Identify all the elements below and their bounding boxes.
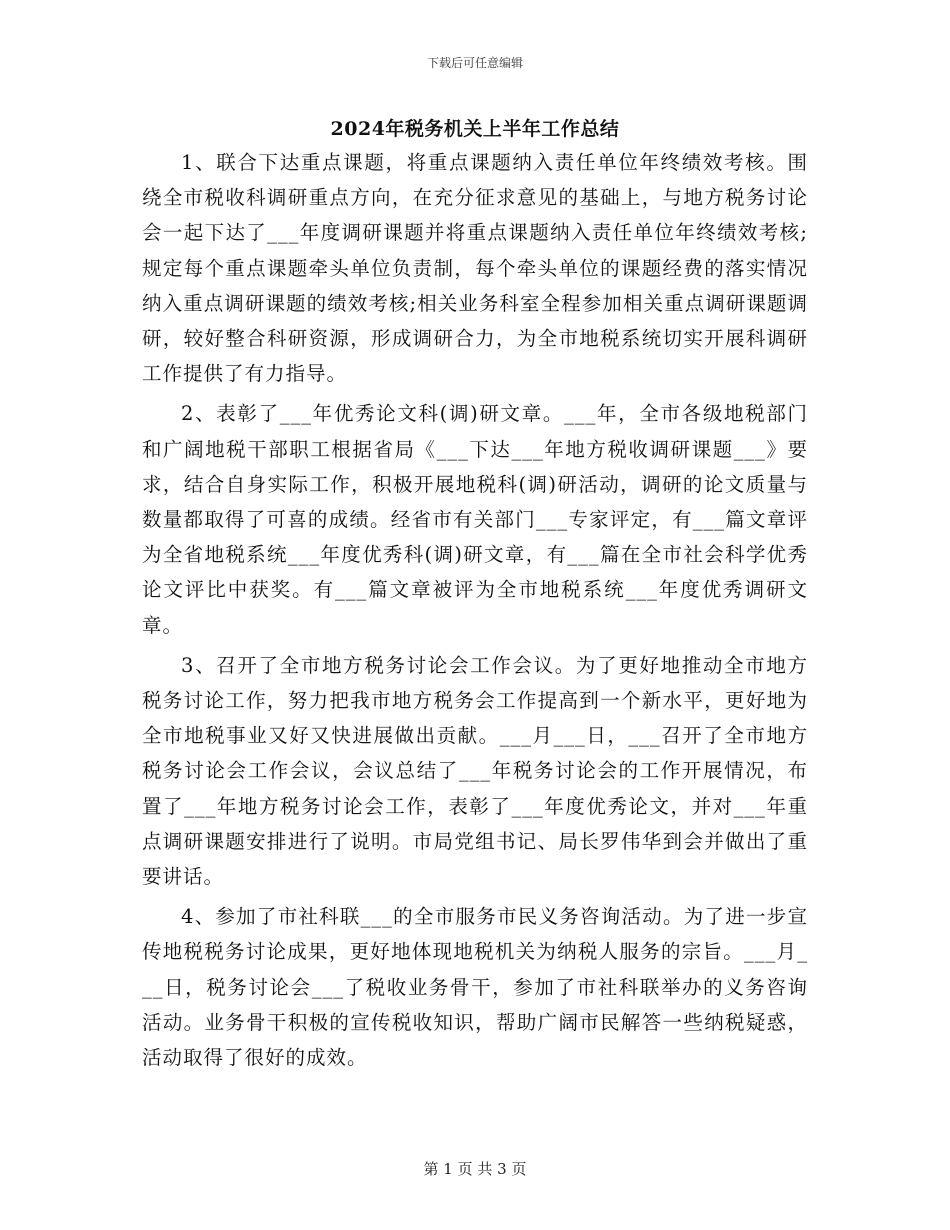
page-number: 第 1 页 共 3 页 — [423, 1160, 527, 1178]
paragraph-4: 4、参加了市社科联___的全市服务市民义务咨询活动。为了进一步宣传地税税务讨论成果，更好地体现地税机关为纳税人服务的宗旨。___月___日，税务讨论会___了税收业务骨干，参加了市社科联举办的义务咨询活动。业务骨干积极的宣传税收知识，帮助广阔市民解答一些纳税疑惑，活动取得了很好的成效。 — [142, 905, 808, 1070]
paragraph-2: 2、表彰了___年优秀论文科(调)研文章。___年，全市各级地税部门和广阔地税干部职工根据省局《___下达___年地方税收调研课题___》要求，结合自身实际工作，积极开展地税科(调)研活动，调研的论文质量与数量都取得了可喜的成绩。经省市有关部门___专家评定，有___篇文章评为全省地税系统___年度优秀科(调)研文章，有___篇在全市社会科学优秀论文评比中获奖。有___篇文章被评为全市地税系统___年度优秀调研文章。 — [142, 402, 808, 637]
document-body — [142, 145, 808, 1080]
header-note: 下载后可任意编辑 — [426, 56, 523, 70]
paragraph-3: 3、召开了全市地方税务讨论会工作会议。为了更好地推动全市地方税务讨论工作，努力把我市地方税务会工作提高到一个新水平，更好地为全市地税事业又好又快进展做出贡献。___月___日，___召开了全市地方税务讨论会工作会议，会议总结了___年税务讨论会的工作开展情况，布置了___年地方税务讨论会工作，表彰了___年度优秀论文，并对___年重点调研课题安排进行了说明。市局党组书记、局长罗伟华到会并做出了重要讲话。 — [142, 653, 808, 889]
document-title: 2024年税务机关上半年工作总结 — [330, 118, 620, 140]
paragraph-1: 1、联合下达重点课题，将重点课题纳入责任单位年终绩效考核。围绕全市税收科调研重点方向，在充分征求意见的基础上，与地方税务讨论会一起下达了___年度调研课题并将重点课题纳入责任单位年终绩效考核;规定每个重点课题牵头单位负责制，每个牵头单位的课题经费的落实情况纳入重点调研课题的绩效考核;相关业务科室全程参加相关重点调研课题调研，较好整合科研资源，形成调研合力，为全市地税系统切实开展科调研工作提供了有力指导。 — [142, 151, 808, 386]
